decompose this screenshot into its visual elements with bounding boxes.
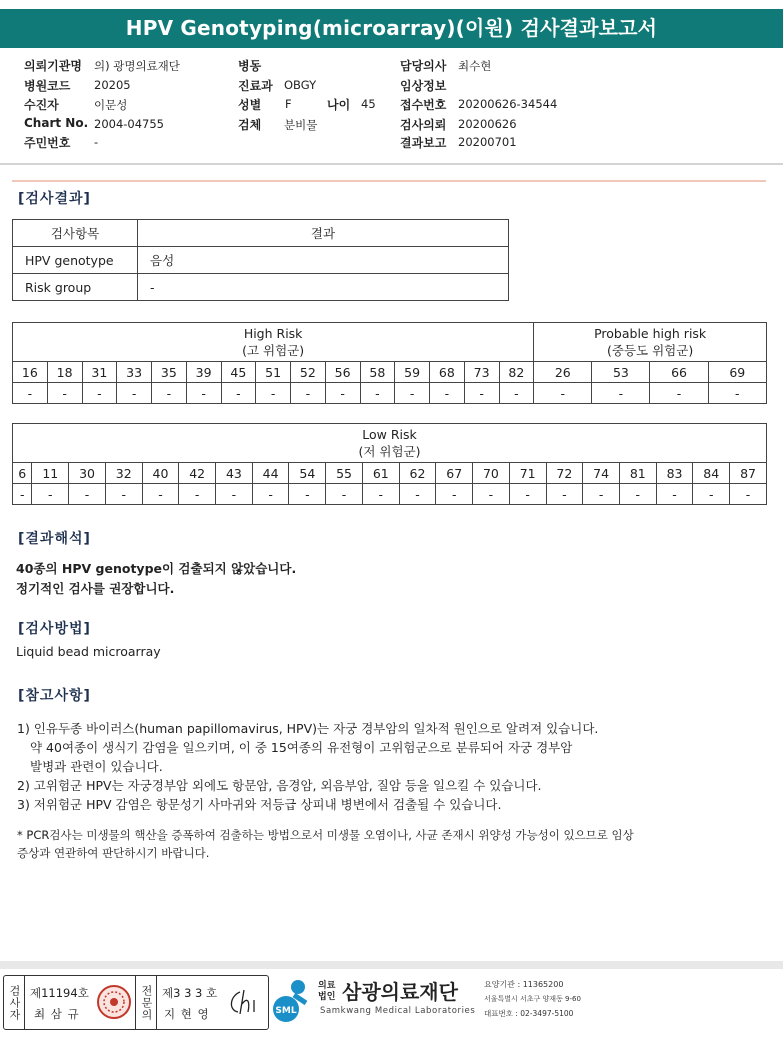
dept-label: 진료과 — [238, 79, 273, 93]
genotype-cell: 56 — [325, 362, 360, 383]
doctor-value: 최수현 — [458, 59, 492, 73]
hospital-code-value: 20205 — [94, 78, 131, 92]
hospital-code-label: 병원코드 — [24, 79, 71, 93]
reference-line: 2) 고위험군 HPV는 자궁경부암 외에도 항문암, 음경암, 외음부암, 질암 등을 일으킬 수 있습니다. — [17, 778, 542, 793]
genotype-cell: 73 — [464, 362, 499, 383]
examiner-license: 제11194호 — [30, 986, 89, 1000]
result-value: 음성 — [138, 247, 509, 274]
examiner-label — [4, 976, 25, 1029]
genotype-cell: 66 — [650, 362, 708, 383]
org-code: 요양기관 : 11365200 — [484, 980, 564, 989]
genotype-result-cell: - — [583, 484, 620, 505]
reference-line: 1) 인유두종 바이러스(human papillomavirus, HPV)는 자궁 경부암의 일차적 원인으로 알려져 있습니다. — [17, 721, 599, 736]
genotype-result-cell: - — [186, 383, 221, 404]
genotype-result-cell: - — [179, 484, 216, 505]
genotype-result-cell: - — [436, 484, 473, 505]
result-section-title: [검사결과] — [18, 191, 91, 207]
reference-line: 3) 저위험군 HPV 감염은 항문성기 사마귀와 저등급 상피내 병변에서 검출될 수 있습니다. — [17, 797, 502, 812]
genotype-result-cell: - — [619, 484, 656, 505]
probable-risk-subtitle: (중등도 위험군) — [607, 343, 694, 358]
table-row — [13, 274, 509, 301]
footnote — [17, 826, 757, 862]
org-english-name: Samkwang Medical Laboratories — [320, 1006, 476, 1016]
genotype-result-cell: - — [650, 383, 708, 404]
genotype-result-cell: - — [82, 383, 117, 404]
low-risk-value-row — [13, 484, 767, 505]
footer-divider — [0, 961, 783, 969]
genotype-cell: 42 — [179, 463, 216, 484]
genotype-result-cell: - — [142, 484, 179, 505]
genotype-result-cell: - — [13, 383, 48, 404]
genotype-result-cell: - — [430, 383, 465, 404]
high-risk-type-row — [13, 362, 767, 383]
interpretation-line-1: 40종의 HPV genotype이 검출되지 않았습니다. — [16, 561, 297, 576]
sml-logo-icon — [272, 977, 318, 1025]
genotype-result-cell: - — [362, 484, 399, 505]
genotype-result-cell: - — [546, 484, 583, 505]
signature-box — [3, 975, 269, 1030]
genotype-cell: 40 — [142, 463, 179, 484]
patient-value: 이문성 — [94, 98, 128, 112]
genotype-cell: 43 — [216, 463, 253, 484]
request-value: 20200626 — [458, 117, 517, 131]
report-label: 결과보고 — [400, 136, 447, 150]
receipt-label: 접수번호 — [400, 98, 447, 112]
genotype-result-cell: - — [252, 484, 289, 505]
genotype-cell: 32 — [105, 463, 142, 484]
info-divider — [0, 163, 783, 165]
genotype-result-cell: - — [656, 484, 693, 505]
low-risk-type-row — [13, 463, 767, 484]
genotype-cell: 87 — [730, 463, 767, 484]
genotype-result-cell: - — [499, 383, 534, 404]
genotype-cell: 82 — [499, 362, 534, 383]
genotype-cell: 59 — [395, 362, 430, 383]
genotype-cell: 68 — [430, 362, 465, 383]
genotype-result-cell: - — [289, 484, 326, 505]
high-risk-title: High Risk — [243, 326, 303, 341]
id-value: - — [94, 135, 99, 149]
genotype-cell: 83 — [656, 463, 693, 484]
interpretation-line-2: 정기적인 검사를 권장합니다. — [16, 581, 175, 596]
table-row — [13, 247, 509, 274]
genotype-result-cell: - — [291, 383, 326, 404]
genotype-cell: 70 — [473, 463, 510, 484]
org-type: 의료법인 — [318, 981, 336, 1002]
report-value: 20200701 — [458, 135, 517, 149]
org-address: 서울특별시 서초구 양재동 9-60 — [484, 995, 581, 1003]
col-item-header: 검사항목 — [13, 220, 138, 247]
reference-title: [참고사항] — [18, 688, 91, 704]
reference-notes — [17, 719, 757, 814]
clinical-label: 임상정보 — [400, 79, 447, 93]
interpretation-title: [결과해석] — [18, 531, 91, 547]
genotype-cell: 51 — [256, 362, 291, 383]
genotype-result-cell: - — [256, 383, 291, 404]
genotype-result-cell: - — [117, 383, 152, 404]
lab-logo — [272, 975, 582, 1028]
chart-label: Chart No. — [24, 116, 89, 130]
genotype-cell: 44 — [252, 463, 289, 484]
method-text: Liquid bead microarray — [16, 644, 161, 659]
genotype-cell: 30 — [69, 463, 106, 484]
probable-risk-title: Probable high risk — [594, 326, 707, 341]
genotype-result-cell: - — [592, 383, 650, 404]
genotype-cell: 71 — [509, 463, 546, 484]
age-value: 45 — [361, 97, 376, 111]
genotype-cell: 45 — [221, 362, 256, 383]
genotype-result-cell: - — [693, 484, 730, 505]
high-risk-table — [12, 322, 767, 404]
receipt-value: 20200626-34544 — [458, 97, 558, 111]
org-name: 삼광의료재단 — [342, 980, 458, 1004]
institution-value: 의) 광명의료재단 — [94, 59, 180, 73]
genotype-result-cell: - — [395, 383, 430, 404]
high-risk-subtitle: (고 위험군) — [242, 343, 305, 358]
genotype-result-cell: - — [509, 484, 546, 505]
genotype-result-cell: - — [105, 484, 142, 505]
patient-label: 수진자 — [24, 98, 59, 112]
id-label: 주민번호 — [24, 136, 71, 150]
genotype-cell: 6 — [13, 463, 32, 484]
genotype-result-cell: - — [325, 383, 360, 404]
genotype-cell: 35 — [152, 362, 187, 383]
genotype-cell: 53 — [592, 362, 650, 383]
result-value: - — [138, 274, 509, 301]
footnote-line-2: 증상과 연관하여 판단하시기 바랍니다. — [17, 846, 210, 860]
low-risk-subtitle: (저 위험군) — [358, 444, 421, 459]
genotype-result-cell: - — [730, 484, 767, 505]
genotype-cell: 72 — [546, 463, 583, 484]
sml-logo-text: SML — [275, 1006, 297, 1016]
genotype-result-cell: - — [13, 484, 32, 505]
result-item: Risk group — [13, 274, 138, 301]
genotype-cell: 26 — [534, 362, 592, 383]
genotype-result-cell: - — [708, 383, 766, 404]
genotype-cell: 58 — [360, 362, 395, 383]
specimen-label: 검체 — [238, 118, 262, 132]
genotype-result-cell: - — [32, 484, 69, 505]
specialist-name: 지 현 영 — [164, 1007, 210, 1021]
genotype-cell: 18 — [47, 362, 82, 383]
result-table — [12, 219, 509, 301]
examiner-seal-icon — [96, 984, 132, 1020]
genotype-cell: 31 — [82, 362, 117, 383]
genotype-result-cell: - — [152, 383, 187, 404]
genotype-result-cell: - — [360, 383, 395, 404]
genotype-cell: 54 — [289, 463, 326, 484]
genotype-cell: 39 — [186, 362, 221, 383]
genotype-cell: 81 — [619, 463, 656, 484]
ward-label: 병동 — [238, 59, 262, 73]
reference-line: 발병과 관련이 있습니다. — [30, 759, 163, 774]
genotype-cell: 74 — [583, 463, 620, 484]
genotype-cell: 16 — [13, 362, 48, 383]
high-risk-value-row — [13, 383, 767, 404]
genotype-result-cell: - — [464, 383, 499, 404]
col-result-header: 결과 — [138, 220, 509, 247]
genotype-result-cell: - — [399, 484, 436, 505]
chart-value: 2004-04755 — [94, 117, 164, 131]
genotype-cell: 62 — [399, 463, 436, 484]
genotype-result-cell: - — [69, 484, 106, 505]
genotype-cell: 55 — [326, 463, 363, 484]
genotype-cell: 67 — [436, 463, 473, 484]
section-divider — [12, 180, 766, 182]
genotype-cell: 33 — [117, 362, 152, 383]
probable-risk-caption — [534, 323, 767, 362]
reference-line: 약 40여종이 생식기 감염을 일으키며, 이 중 15여종의 유전형이 고위험군으로 분류되어 자궁 경부암 — [30, 740, 573, 755]
doctor-label: 담당의사 — [400, 59, 447, 73]
low-risk-table — [12, 423, 767, 505]
genotype-result-cell: - — [47, 383, 82, 404]
specimen-value: 분비물 — [284, 118, 318, 132]
method-title: [검사방법] — [18, 621, 91, 637]
institution-label: 의뢰기관명 — [24, 59, 82, 73]
specialist-label-text: 전문의 — [140, 984, 153, 1021]
genotype-result-cell: - — [216, 484, 253, 505]
genotype-cell: 84 — [693, 463, 730, 484]
dept-value: OBGY — [284, 78, 317, 92]
org-phone: 대표번호 : 02-3497-5100 — [484, 1009, 574, 1018]
sex-value: F — [285, 97, 292, 111]
genotype-cell: 52 — [291, 362, 326, 383]
high-risk-caption — [13, 323, 534, 362]
genotype-result-cell: - — [221, 383, 256, 404]
examiner-name: 최 삼 규 — [34, 1007, 80, 1021]
report-title: HPV Genotyping(microarray)(이원) 검사결과보고서 — [0, 9, 783, 48]
signature-icon — [226, 986, 264, 1018]
low-risk-title: Low Risk — [362, 427, 417, 442]
age-label: 나이 — [327, 98, 351, 112]
footnote-line-1: * PCR검사는 미생물의 핵산을 증폭하여 검출하는 방법으로서 미생물 오염이나, 사균 존재시 위양성 가능성이 있으므로 임상 — [17, 828, 634, 842]
genotype-cell: 61 — [362, 463, 399, 484]
genotype-result-cell: - — [473, 484, 510, 505]
result-item: HPV genotype — [13, 247, 138, 274]
specialist-label — [135, 976, 157, 1029]
patient-info — [0, 53, 783, 163]
examiner-label-text: 검사자 — [8, 984, 21, 1021]
specialist-license: 제3 3 3 호 — [162, 986, 218, 1000]
genotype-cell: 69 — [708, 362, 766, 383]
low-risk-caption — [13, 424, 767, 463]
genotype-result-cell: - — [534, 383, 592, 404]
genotype-result-cell: - — [326, 484, 363, 505]
request-label: 검사의뢰 — [400, 118, 447, 132]
genotype-cell: 11 — [32, 463, 69, 484]
sex-label: 성별 — [238, 98, 262, 112]
